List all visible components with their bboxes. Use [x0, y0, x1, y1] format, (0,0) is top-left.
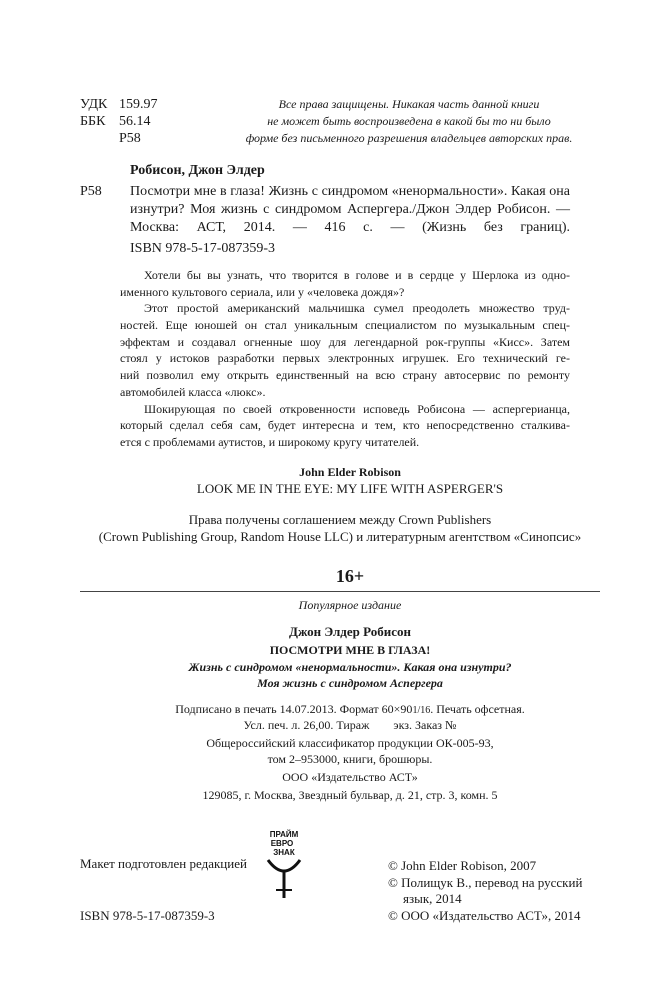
annotation	[120, 267, 570, 451]
annotation-line: Шокирующая по своей откровенности исповедь Робисона — аспергерианца,	[144, 401, 570, 416]
annotation-line: стоял у истоков разработки первых электронных игрушек. Его технический ге-	[120, 351, 570, 366]
copyright-notice	[240, 96, 578, 147]
imprint-subtitle: Жизнь с синдромом «ненормальности». Какая она изнутри?	[188, 660, 512, 674]
prepared-by: Макет подготовлен редакцией	[80, 856, 247, 871]
copyright-notice-line: форме без письменного разрешения владельцев авторских прав.	[245, 131, 573, 145]
age-rating: 16+	[335, 566, 365, 586]
publisher-address: 129085, г. Москва, Звездный бульвар, д. 21, стр. 3, комн. 5	[202, 788, 498, 802]
catalog-isbn: ISBN 978-5-17-087359-3	[130, 241, 276, 256]
print-details-text: Подписано в печать 14.07.2013. Формат 60×90	[175, 702, 413, 716]
annotation-line: который сделал себя сам, будет интересна и тем, кто непосредственно сталкива-	[120, 418, 570, 433]
catalog-entry	[130, 183, 570, 258]
footer-isbn: ISBN 978-5-17-087359-3	[80, 908, 215, 923]
prime-evroznak-logo-icon	[262, 828, 306, 900]
logo-text: ЗНАК	[273, 848, 295, 857]
logo-text: ПРАЙМ	[269, 830, 299, 839]
imprint-subtitle: Моя жизнь с синдромом Аспергера	[257, 676, 443, 690]
annotation-line: ется с проблемами аутистов, и широкому кругу читателей.	[120, 434, 420, 449]
copyright-notice-line: Все права защищены. Никакая часть данной книги	[278, 97, 540, 111]
rights-line: (Crown Publishing Group, Random House LLC) и литературным агентством «Синопсис»	[98, 529, 582, 544]
copyright-line: © ООО «Издательство АСТ», 2014	[388, 908, 581, 923]
bbk-value: 56.14	[119, 114, 151, 129]
edition-type: Популярное издание	[298, 598, 402, 612]
author-mark: Р58	[119, 131, 141, 146]
print-details	[130, 702, 570, 717]
copyright-line: язык, 2014	[403, 891, 462, 906]
annotation-line: ностей. Еще юношей он стал уникальным специалистом по музыкальным спец-	[120, 318, 570, 333]
annotation-line: ний позволил ему открыть единственный на всю страну автосервис по ремонту	[120, 368, 570, 383]
catalog-mark: Р58	[80, 184, 102, 199]
classifier-line: Общероссийский классификатор продукции ОК-005-93,	[206, 736, 494, 750]
copyright-line: © Полищук В., перевод на русский	[388, 875, 583, 890]
annotation-line: Хотели бы вы узнать, что творится в голове и в сердце у Шерлока из одно-	[144, 268, 570, 282]
print-run: Усл. печ. л. 26,00. Тираж экз. Заказ №	[243, 718, 457, 732]
print-details-text: . Печать офсетная.	[430, 702, 525, 716]
annotation-line: эффектам и создавал огненные шоу для легендарной рок-группы «Кисс». Затем	[120, 334, 570, 349]
copyright-notice-line: не может быть воспроизведена в какой бы то ни было	[267, 114, 551, 128]
publisher-name: ООО «Издательство АСТ»	[282, 770, 418, 784]
rights-line: Права получены соглашением между Crown Publishers	[188, 512, 492, 527]
udk-value: 159.97	[119, 97, 158, 112]
publisher-logo	[262, 828, 306, 900]
catalog-author-heading: Робисон, Джон Элдер	[130, 163, 265, 178]
classifier-line: том 2–953000, книги, брошюры.	[267, 752, 433, 766]
original-author: John Elder Robison	[299, 465, 401, 479]
copyright-line: © John Elder Robison, 2007	[388, 858, 537, 873]
imprint-title: ПОСМОТРИ МНЕ В ГЛАЗА!	[269, 643, 431, 657]
divider	[80, 591, 600, 592]
annotation-line: именного культового сериала, или у «человека дождя»?	[120, 284, 405, 299]
bbk-label: ББК	[80, 114, 106, 129]
print-format-fraction: 1/16	[412, 705, 431, 716]
imprint-author: Джон Элдер Робисон	[289, 624, 411, 639]
annotation-line: Этот простой американский мальчишка сумел преодолеть множество труд-	[144, 301, 570, 316]
udk-label: УДК	[80, 97, 108, 112]
original-title: LOOK ME IN THE EYE: MY LIFE WITH ASPERGER'S	[196, 481, 504, 496]
logo-text: ЕВРО	[270, 839, 294, 848]
catalog-description: Посмотри мне в глаза! Жизнь с синдромом «ненормальности». Какая она изнутри? Моя жизнь с синдромом Аспергера./Джон Элдер Робисон. — Москва: АСТ, 2014. — 416 с. — (Жизнь без границ).	[130, 184, 570, 235]
annotation-line: автомобилей класса «люкс».	[120, 384, 266, 399]
